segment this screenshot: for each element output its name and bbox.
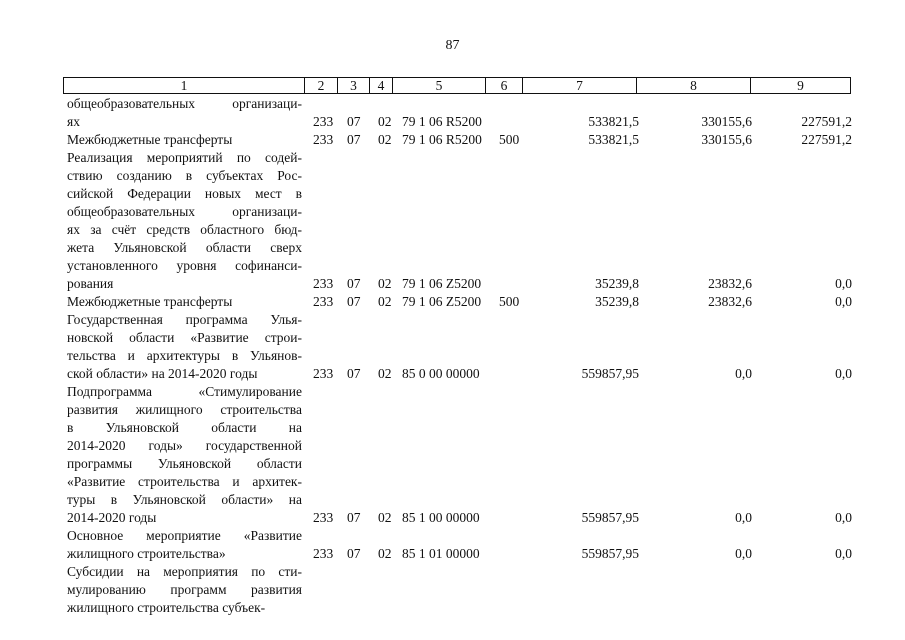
cell-c4: 02	[378, 366, 392, 381]
cell-c8: 23832,6	[708, 276, 752, 291]
cell-c7: 35239,8	[595, 294, 639, 309]
row-name-line: ствию созданию в субъектах Рос-	[67, 168, 302, 183]
table-row	[0, 95, 905, 131]
cell-c8: 0,0	[735, 366, 752, 381]
row-name-line: жета Ульяновской области сверх	[67, 240, 302, 255]
cell-c5: 85 0 00 00000	[402, 366, 480, 381]
cell-c2: 233	[313, 546, 334, 561]
row-name-line: ях	[67, 114, 80, 129]
cell-c7: 533821,5	[588, 114, 639, 129]
row-name-line: жилищного строительства субъек-	[67, 600, 266, 615]
cell-c3: 07	[347, 114, 361, 129]
row-name-line: 2014-2020 годы	[67, 510, 157, 525]
cell-c2: 233	[313, 366, 334, 381]
row-name-line: ской области» на 2014-2020 годы	[67, 366, 258, 381]
cell-c9: 0,0	[835, 276, 852, 291]
cell-c8: 23832,6	[708, 294, 752, 309]
header-col-4: 4	[370, 78, 393, 93]
cell-c3: 07	[347, 294, 361, 309]
cell-c4: 02	[378, 294, 392, 309]
row-name-line: установленного уровня софинанси-	[67, 258, 302, 273]
cell-c2: 233	[313, 510, 334, 525]
cell-c5: 79 1 06 R5200	[402, 132, 482, 147]
cell-c5: 79 1 06 R5200	[402, 114, 482, 129]
cell-c8: 330155,6	[701, 114, 752, 129]
table-row	[0, 311, 905, 383]
cell-c3: 07	[347, 132, 361, 147]
cell-c6: 500	[499, 132, 520, 147]
row-name-line: программы Ульяновской области	[67, 456, 302, 471]
row-name-line: «Развитие строительства и архитек-	[67, 474, 302, 489]
header-col-3: 3	[338, 78, 370, 93]
table-row	[0, 293, 905, 311]
row-name-line: развития жилищного строительства	[67, 402, 302, 417]
cell-c3: 07	[347, 510, 361, 525]
cell-c4: 02	[378, 132, 392, 147]
row-name-line: в Ульяновской области на	[67, 420, 302, 435]
cell-c8: 0,0	[735, 510, 752, 525]
table-body	[0, 95, 905, 617]
row-name-line: Государственная программа Улья-	[67, 312, 302, 327]
cell-c5: 79 1 06 Z5200	[402, 294, 482, 309]
cell-c7: 559857,95	[581, 366, 639, 381]
cell-c2: 233	[313, 132, 334, 147]
cell-c8: 330155,6	[701, 132, 752, 147]
row-name-line: общеобразовательных организаци-	[67, 204, 302, 219]
row-name-line: Межбюджетные трансферты	[67, 132, 233, 147]
row-name-line: рования	[67, 276, 114, 291]
cell-c2: 233	[313, 294, 334, 309]
cell-c3: 07	[347, 546, 361, 561]
cell-c7: 559857,95	[581, 546, 639, 561]
row-name-line: туры в Ульяновской области» на	[67, 492, 302, 507]
cell-c7: 533821,5	[588, 132, 639, 147]
row-name-line: Реализация мероприятий по содей-	[67, 150, 302, 165]
row-name-line: Межбюджетные трансферты	[67, 294, 233, 309]
row-name-line: Подпрограмма «Стимулирование	[67, 384, 302, 399]
row-name-line: Субсидии на мероприятия по сти-	[67, 564, 302, 579]
cell-c3: 07	[347, 276, 361, 291]
cell-c9: 227591,2	[801, 132, 852, 147]
row-name	[67, 131, 302, 149]
table-row	[0, 527, 905, 563]
cell-c8: 0,0	[735, 546, 752, 561]
row-name	[67, 95, 302, 131]
header-col-8: 8	[637, 78, 751, 93]
row-name-line: ях за счёт средств областного бюд-	[67, 222, 302, 237]
header-col-6: 6	[486, 78, 523, 93]
cell-c7: 35239,8	[595, 276, 639, 291]
cell-c2: 233	[313, 114, 334, 129]
cell-c4: 02	[378, 114, 392, 129]
cell-c5: 85 1 01 00000	[402, 546, 480, 561]
cell-c9: 227591,2	[801, 114, 852, 129]
cell-c6: 500	[499, 294, 520, 309]
table-row	[0, 149, 905, 293]
header-col-2: 2	[305, 78, 338, 93]
row-name-line: мулированию программ развития	[67, 582, 302, 597]
cell-c5: 79 1 06 Z5200	[402, 276, 482, 291]
header-col-9: 9	[797, 78, 804, 93]
page-number: 87	[445, 38, 460, 53]
header-col-1: 1	[64, 78, 305, 93]
cell-c7: 559857,95	[581, 510, 639, 525]
row-name	[67, 293, 302, 311]
table-row	[0, 131, 905, 149]
row-name-line: жилищного строительства»	[67, 546, 226, 561]
row-name-line: тельства и архитектуры в Ульянов-	[67, 348, 302, 363]
row-name	[67, 383, 302, 527]
header-col-5: 5	[393, 78, 486, 93]
cell-c4: 02	[378, 276, 392, 291]
table-row	[0, 563, 905, 617]
cell-c3: 07	[347, 366, 361, 381]
row-name-line: новской области «Развитие строи-	[67, 330, 302, 345]
row-name	[67, 527, 302, 563]
row-name	[67, 149, 302, 293]
row-name-line: Основное мероприятие «Развитие	[67, 528, 302, 543]
cell-c4: 02	[378, 510, 392, 525]
cell-c9: 0,0	[835, 366, 852, 381]
row-name-line: сийской Федерации новых мест в	[67, 186, 302, 201]
row-name-line: общеобразовательных организаци-	[67, 96, 302, 111]
row-name-line: 2014-2020 годы» государственной	[67, 438, 302, 453]
row-name	[67, 563, 302, 617]
cell-c9: 0,0	[835, 510, 852, 525]
table-header	[63, 77, 851, 94]
cell-c9: 0,0	[835, 294, 852, 309]
cell-c2: 233	[313, 276, 334, 291]
cell-c9: 0,0	[835, 546, 852, 561]
header-col-7: 7	[523, 78, 637, 93]
cell-c4: 02	[378, 546, 392, 561]
table-row	[0, 383, 905, 527]
cell-c5: 85 1 00 00000	[402, 510, 480, 525]
row-name	[67, 311, 302, 383]
